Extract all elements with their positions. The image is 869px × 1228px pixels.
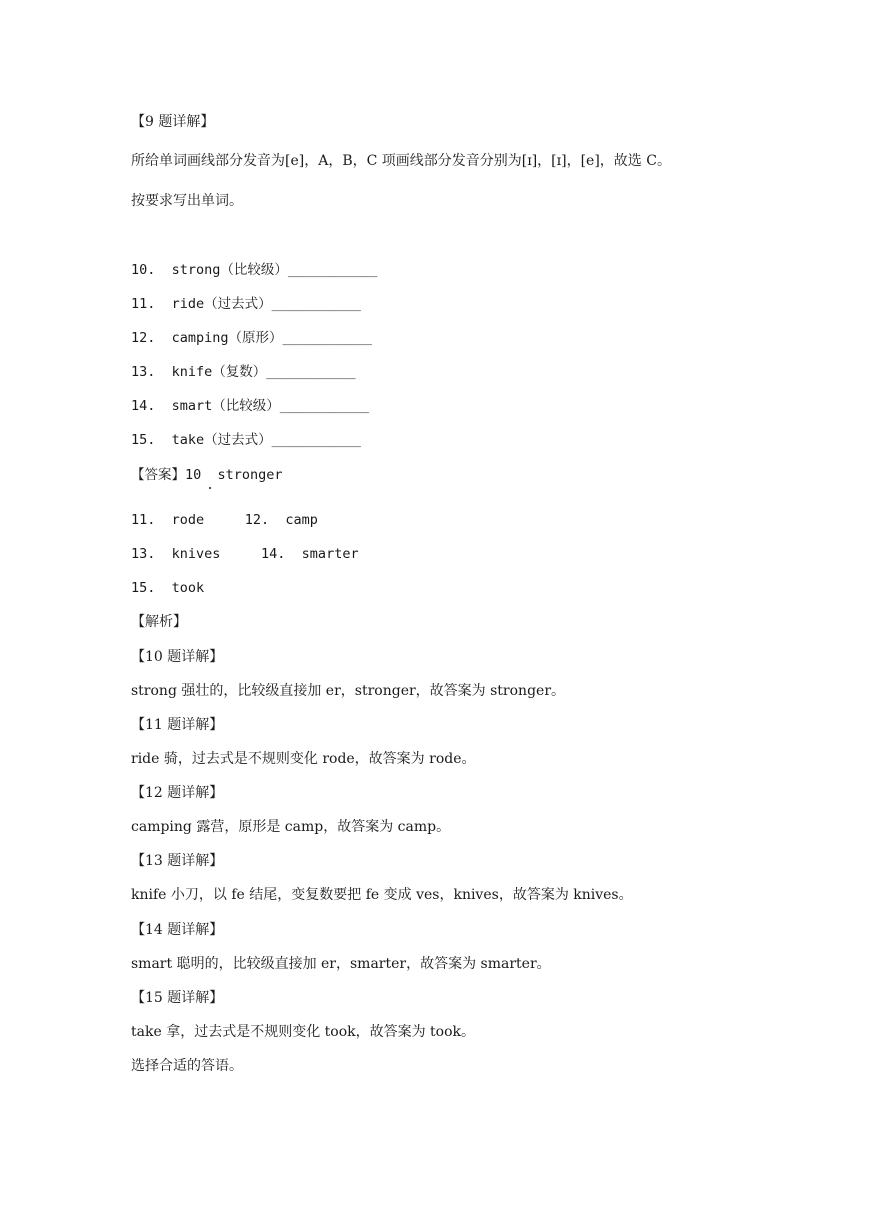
question-10: 10. strong（比较级）___________ xyxy=(131,262,378,278)
answer-dot xyxy=(209,487,211,489)
section-9-text: 所给单词画线部分发音为[e]，A，B，C 项画线部分发音分别为[ɪ]，[ɪ]，[e]，故选 C。 xyxy=(131,153,671,169)
question-15: 15. take（过去式）___________ xyxy=(131,432,362,448)
explanation-15-heading: 【15 题详解】 xyxy=(131,990,224,1006)
answer-row-2: 13. knives 14. smarter xyxy=(131,546,359,562)
explanation-10-text: strong 强壮的，比较级直接加 er，stronger，故答案为 stronger。 xyxy=(131,683,566,699)
answer-row-1: 11. rode 12. camp xyxy=(131,512,318,528)
explanation-11-heading: 【11 题详解】 xyxy=(131,717,224,733)
analysis-label: 【解析】 xyxy=(131,614,187,630)
explanation-14-text: smart 聪明的，比较级直接加 er，smarter，故答案为 smarter。 xyxy=(131,956,551,972)
question-12: 12. camping（原形）___________ xyxy=(131,330,372,346)
question-13: 13. knife（复数）___________ xyxy=(131,364,356,380)
question-14: 14. smart（比较级）___________ xyxy=(131,398,370,414)
explanation-12-text: camping 露营，原形是 camp，故答案为 camp。 xyxy=(131,819,451,835)
section-9-heading: 【9 题详解】 xyxy=(131,114,215,130)
answer-heading: 【答案】10 stronger xyxy=(131,467,283,483)
explanation-10-heading: 【10 题详解】 xyxy=(131,649,224,665)
answer-row-3: 15. took xyxy=(131,580,205,596)
explanation-13-heading: 【13 题详解】 xyxy=(131,853,224,869)
explanation-11-text: ride 骑，过去式是不规则变化 rode，故答案为 rode。 xyxy=(131,751,476,767)
explanation-13-text: knife 小刀，以 fe 结尾，变复数要把 fe 变成 ves，knives，故答案为 knives。 xyxy=(131,887,633,903)
closing-instruction: 选择合适的答语。 xyxy=(131,1058,243,1074)
explanation-15-text: take 拿，过去式是不规则变化 took，故答案为 took。 xyxy=(131,1024,476,1040)
instruction-text: 按要求写出单词。 xyxy=(131,193,243,209)
explanation-12-heading: 【12 题详解】 xyxy=(131,785,224,801)
question-11: 11. ride（过去式）___________ xyxy=(131,296,362,312)
explanation-14-heading: 【14 题详解】 xyxy=(131,922,224,938)
